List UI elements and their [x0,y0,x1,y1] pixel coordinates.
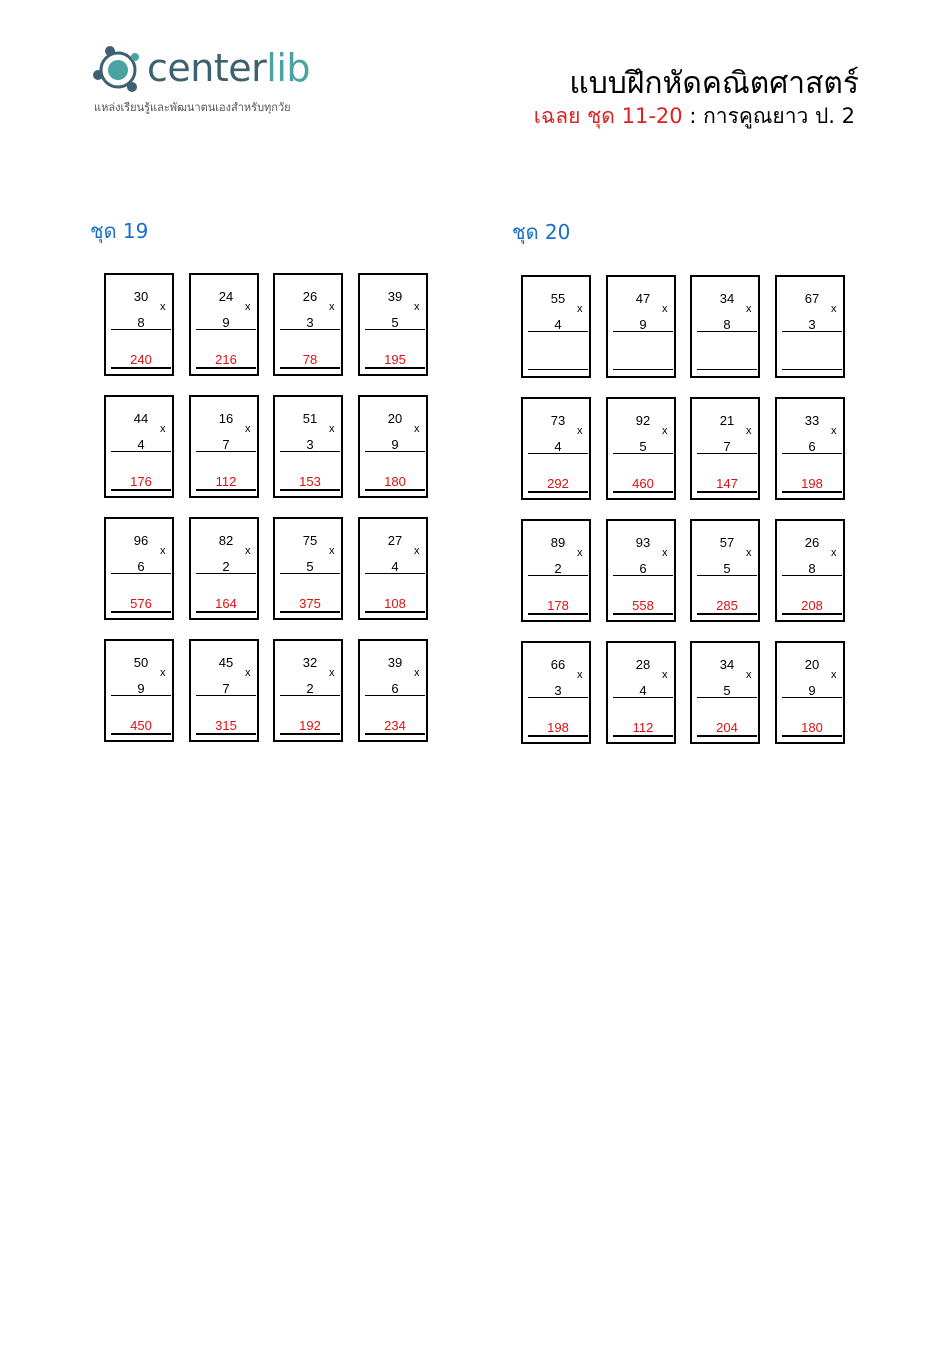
multiply-sign: x [662,669,668,681]
multiplier: 3 [808,317,816,332]
problem-card [606,641,676,744]
answer: 208 [801,598,823,613]
multiplier: 7 [222,437,230,452]
brand-lib: lib [266,46,311,90]
answer-line [697,491,757,493]
operation-line [782,697,842,698]
problem-card [358,273,428,376]
multiply-sign: x [329,301,335,313]
operation-line [528,575,588,576]
multiply-sign: x [245,301,251,313]
problem-card [189,517,259,620]
multiplier: 9 [391,437,399,452]
problem-card [521,397,591,500]
answer-line [528,491,588,493]
answer: 195 [384,352,406,367]
multiplier: 9 [137,681,145,696]
operation-line [528,331,588,332]
operation-line [782,331,842,332]
multiplier: 3 [306,315,314,330]
problem-card [690,397,760,500]
multiply-sign: x [414,667,420,679]
answer: 285 [716,598,738,613]
problem-card [775,275,845,378]
multiplier: 6 [391,681,399,696]
subtitle-answer-key: เฉลย ชุด 11-20 [533,104,683,128]
problem-card [690,641,760,744]
answer: 375 [299,596,321,611]
multiplicand: 89 [550,535,566,550]
multiplicand: 33 [804,413,820,428]
multiplier: 2 [554,561,562,576]
answer-line [782,613,842,615]
operation-line [613,331,673,332]
multiplicand: 32 [302,655,318,670]
multiply-sign: x [245,545,251,557]
answer-line [111,489,171,491]
multiplier: 3 [306,437,314,452]
multiplicand: 20 [387,411,403,426]
logo-molecule-icon [92,43,144,95]
answer: 147 [716,476,738,491]
answer-line [613,491,673,493]
problem-card [606,519,676,622]
operation-line [280,329,340,330]
operation-line [782,453,842,454]
operation-line [697,575,757,576]
problem-card [273,639,343,742]
multiplicand: 26 [804,535,820,550]
answer-line [782,369,842,370]
multiply-sign: x [329,667,335,679]
multiplicand: 34 [719,657,735,672]
multiplicand: 44 [133,411,149,426]
multiply-sign: x [329,423,335,435]
multiplicand: 73 [550,413,566,428]
multiplicand: 24 [218,289,234,304]
multiply-sign: x [746,669,752,681]
multiply-sign: x [329,545,335,557]
multiply-sign: x [746,547,752,559]
answer: 192 [299,718,321,733]
multiply-sign: x [577,547,583,559]
operation-line [196,695,256,696]
multiplicand: 26 [302,289,318,304]
answer: 164 [215,596,237,611]
answer-line [528,369,588,370]
multiplier: 7 [723,439,731,454]
multiplier: 4 [137,437,145,452]
multiplicand: 28 [635,657,651,672]
answer-line [365,611,425,613]
answer-line [613,613,673,615]
problem-card [104,395,174,498]
answer: 240 [130,352,152,367]
multiplicand: 66 [550,657,566,672]
answer: 204 [716,720,738,735]
multiplier: 5 [639,439,647,454]
problem-card [104,517,174,620]
multiplier: 8 [137,315,145,330]
multiplier: 6 [808,439,816,454]
operation-line [528,697,588,698]
answer: 112 [215,474,237,489]
problem-card [189,395,259,498]
multiplicand: 50 [133,655,149,670]
multiply-sign: x [414,423,420,435]
answer: 460 [632,476,654,491]
operation-line [697,453,757,454]
multiply-sign: x [160,667,166,679]
multiplier: 9 [639,317,647,332]
answer-line [528,735,588,737]
multiplier: 8 [723,317,731,332]
set-title-20: ชุด 20 [512,220,571,244]
answer: 108 [384,596,406,611]
multiplicand: 47 [635,291,651,306]
multiply-sign: x [160,423,166,435]
multiply-sign: x [746,425,752,437]
answer-line [697,369,757,370]
problem-card [690,275,760,378]
operation-line [697,331,757,332]
operation-line [196,329,256,330]
answer: 153 [299,474,321,489]
multiplier: 5 [723,561,731,576]
answer-line [280,611,340,613]
answer-line [111,367,171,369]
multiplicand: 16 [218,411,234,426]
multiplicand: 34 [719,291,735,306]
multiplicand: 30 [133,289,149,304]
operation-line [111,573,171,574]
answer: 576 [130,596,152,611]
multiplier: 6 [639,561,647,576]
answer-line [782,735,842,737]
multiplicand: 45 [218,655,234,670]
multiplier: 4 [391,559,399,574]
operation-line [697,697,757,698]
answer: 112 [632,720,654,735]
operation-line [365,695,425,696]
problem-card [273,395,343,498]
multiply-sign: x [245,667,251,679]
problem-card [521,275,591,378]
multiplier: 5 [391,315,399,330]
multiplier: 8 [808,561,816,576]
answer-line [111,733,171,735]
problem-card [775,397,845,500]
problem-card [358,639,428,742]
multiplicand: 55 [550,291,566,306]
answer: 292 [547,476,569,491]
multiply-sign: x [746,303,752,315]
problem-card [273,517,343,620]
answer-line [782,491,842,493]
answer-line [280,489,340,491]
multiply-sign: x [577,669,583,681]
operation-line [196,451,256,452]
operation-line [111,329,171,330]
problem-card [690,519,760,622]
operation-line [613,575,673,576]
answer-line [365,367,425,369]
multiply-sign: x [577,303,583,315]
multiplier: 3 [554,683,562,698]
multiplicand: 93 [635,535,651,550]
multiply-sign: x [831,425,837,437]
answer-line [697,735,757,737]
problem-card [189,273,259,376]
problem-card [606,275,676,378]
multiplier: 9 [808,683,816,698]
answer: 198 [801,476,823,491]
multiplier: 9 [222,315,230,330]
answer: 234 [384,718,406,733]
problem-card [358,395,428,498]
answer-line [280,733,340,735]
multiplicand: 57 [719,535,735,550]
answer-line [613,735,673,737]
answer: 315 [215,718,237,733]
multiply-sign: x [414,545,420,557]
operation-line [365,451,425,452]
answer: 180 [801,720,823,735]
multiplicand: 67 [804,291,820,306]
multiplicand: 75 [302,533,318,548]
multiplier: 4 [554,439,562,454]
answer-line [697,613,757,615]
brand-main: center [147,46,267,90]
multiplicand: 82 [218,533,234,548]
problem-card [104,639,174,742]
multiply-sign: x [245,423,251,435]
multiplier: 5 [306,559,314,574]
multiply-sign: x [662,303,668,315]
subtitle-topic: : การคูณยาว ป. 2 [682,104,855,128]
multiply-sign: x [831,303,837,315]
multiply-sign: x [414,301,420,313]
operation-line [111,451,171,452]
set-title-19: ชุด 19 [90,219,149,243]
centerlib-logo [92,40,352,120]
operation-line [782,575,842,576]
operation-line [111,695,171,696]
multiply-sign: x [577,425,583,437]
answer: 198 [547,720,569,735]
answer: 558 [632,598,654,613]
operation-line [280,451,340,452]
brand-tagline: แหล่งเรียนรู้และพัฒนาตนเองสำหรับทุกวัย [94,101,291,114]
answer: 450 [130,718,152,733]
operation-line [613,697,673,698]
multiply-sign: x [160,545,166,557]
multiplier: 4 [554,317,562,332]
answer: 178 [547,598,569,613]
answer-line [280,367,340,369]
operation-line [280,573,340,574]
answer: 176 [130,474,152,489]
problem-card [775,519,845,622]
operation-line [613,453,673,454]
answer: 78 [302,352,318,367]
problem-card [775,641,845,744]
multiplier: 4 [639,683,647,698]
answer-line [196,367,256,369]
multiplicand: 39 [387,655,403,670]
multiply-sign: x [831,547,837,559]
problem-card [104,273,174,376]
multiplicand: 20 [804,657,820,672]
answer-line [365,489,425,491]
problem-card [273,273,343,376]
answer: 216 [215,352,237,367]
brand-name [147,44,310,92]
document-subtitle [534,100,855,133]
multiplicand: 92 [635,413,651,428]
answer-line [196,733,256,735]
problem-card [521,641,591,744]
multiplicand: 96 [133,533,149,548]
multiplier: 5 [723,683,731,698]
problem-card [606,397,676,500]
multiply-sign: x [160,301,166,313]
problem-card [189,639,259,742]
answer-line [196,611,256,613]
answer-line [111,611,171,613]
multiplicand: 21 [719,413,735,428]
operation-line [196,573,256,574]
answer-line [528,613,588,615]
multiplier: 6 [137,559,145,574]
multiplicand: 27 [387,533,403,548]
problem-card [358,517,428,620]
document-title: แบบฝึกหัดคณิตศาสตร์ [569,66,859,101]
answer-line [196,489,256,491]
answer-line [365,733,425,735]
multiply-sign: x [831,669,837,681]
multiplier: 2 [222,559,230,574]
problem-card [521,519,591,622]
answer-line [613,369,673,370]
operation-line [365,573,425,574]
multiplicand: 39 [387,289,403,304]
multiplier: 7 [222,681,230,696]
operation-line [280,695,340,696]
multiplicand: 51 [302,411,318,426]
multiply-sign: x [662,547,668,559]
multiply-sign: x [662,425,668,437]
answer: 180 [384,474,406,489]
operation-line [528,453,588,454]
operation-line [365,329,425,330]
multiplier: 2 [306,681,314,696]
